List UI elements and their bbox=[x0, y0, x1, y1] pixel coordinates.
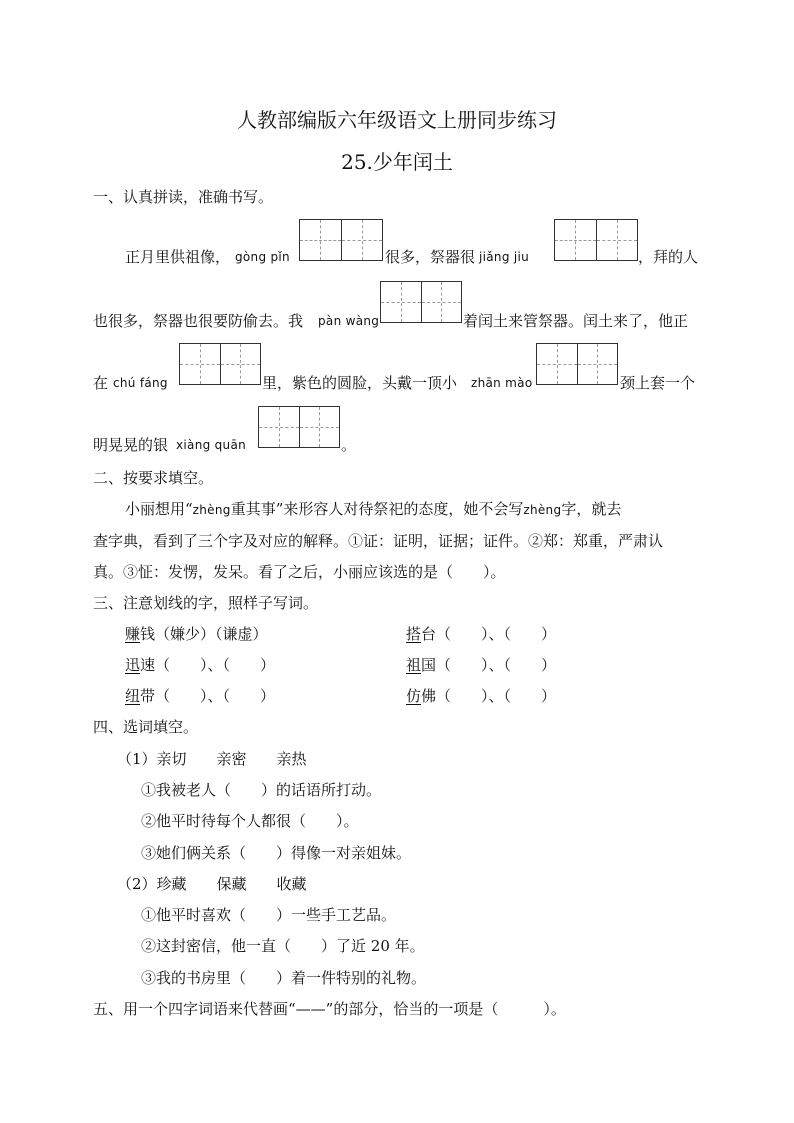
s2-p1-text-a: 小丽想用“ bbox=[125, 500, 193, 518]
s1-line1-text-a: 正月里供祖像， bbox=[125, 248, 231, 266]
pinyin-zheng-2: zhèng bbox=[523, 503, 562, 517]
section-3-heading: 三、注意划线的字，照样子写词。 bbox=[93, 594, 319, 612]
underlined-char: 搭 bbox=[406, 625, 422, 643]
word-item-rest: 佛（ ）、（ ） bbox=[421, 687, 557, 705]
word-item-rest: 带（ ）、（ ） bbox=[140, 687, 276, 705]
word-item-rest: 台（ ）、（ ） bbox=[421, 625, 557, 643]
word-item-rest: 速（ ）、（ ） bbox=[140, 656, 276, 674]
section-5-heading: 五、用一个四字词语来代替画“——”的部分，恰当的一项是（ ）。 bbox=[93, 1000, 566, 1018]
underlined-char: 纽 bbox=[125, 687, 141, 705]
section-1-heading: 一、认真拼读，准确书写。 bbox=[93, 188, 274, 206]
underlined-char: 祖 bbox=[406, 656, 422, 674]
s2-paragraph-line3: 真。③怔：发愣，发呆。看了之后，小丽应该选的是（ ）。 bbox=[93, 563, 506, 581]
writing-box-gong-pin[interactable] bbox=[299, 219, 383, 261]
lesson-title: 25.少年闰土 bbox=[341, 150, 453, 174]
s1-line3-text-b: 里，紫色的圆脸，头戴一顶小 bbox=[262, 374, 458, 392]
pinyin-zhan-mao: zhān mào bbox=[471, 376, 533, 390]
group-2-sentence-2: ②这封密信，他一直（ ）了近 20 年。 bbox=[141, 937, 425, 955]
writing-box-zhan-mao[interactable] bbox=[536, 343, 618, 385]
s1-line1-text-c: ，拜的人 bbox=[638, 248, 699, 266]
word-item-niu bbox=[125, 685, 275, 706]
s2-paragraph-line1 bbox=[125, 498, 621, 519]
s1-line3-text-a: 在 bbox=[93, 374, 109, 392]
word-item-rest: 国（ ）、（ ） bbox=[421, 656, 557, 674]
underlined-char: 迅 bbox=[125, 656, 141, 674]
s2-paragraph-line2: 查字典，看到了三个字及对应的解释。①证：证明，证据；证件。②郑：郑重，严肃认 bbox=[93, 532, 664, 550]
group-1-sentence-1: ①我被老人（ ）的话语所打动。 bbox=[141, 781, 382, 799]
underlined-char: 仿 bbox=[406, 687, 422, 705]
group-1-sentence-2: ②他平时待每个人都很（ ）。 bbox=[141, 812, 359, 830]
s1-line4-text-b: 。 bbox=[341, 436, 357, 454]
underlined-char: 赚 bbox=[125, 625, 141, 643]
writing-box-jiang-jiu[interactable] bbox=[554, 219, 638, 261]
group-1-sentence-3: ③她们俩关系（ ）得像一对亲姐妹。 bbox=[141, 844, 412, 862]
writing-box-chu-fang[interactable] bbox=[179, 343, 261, 385]
pinyin-zheng-1: zhèng bbox=[192, 503, 231, 517]
s2-p1-text-b: 重其事”来形容人对待祭祀的态度，她不会写 bbox=[230, 500, 524, 518]
word-item-xun bbox=[125, 654, 275, 675]
s1-line3-text-c: 颈上套一个 bbox=[620, 374, 696, 392]
s1-line4-text-a: 明晃晃的银 bbox=[93, 436, 169, 454]
pinyin-pan-wang: pàn wàng bbox=[318, 314, 380, 328]
s1-line1-text-b: 很多，祭器很 bbox=[385, 248, 476, 266]
writing-box-pan-wang[interactable] bbox=[380, 281, 462, 323]
word-item-rest: 钱（嫌少）（谦虚） bbox=[140, 625, 268, 643]
group-1-word-choices: （1）亲切 亲密 亲热 bbox=[117, 750, 307, 768]
s1-line2-text-a: 也很多，祭器也很要防偷去。我 bbox=[93, 312, 304, 330]
page-title: 人教部编版六年级语文上册同步练习 bbox=[237, 108, 557, 132]
group-2-sentence-1: ①他平时喜欢（ ）一些手工艺品。 bbox=[141, 906, 397, 924]
word-item-zu bbox=[406, 654, 556, 675]
group-2-word-choices: （2）珍藏 保藏 收藏 bbox=[117, 875, 307, 893]
word-item-zhuan bbox=[125, 623, 268, 644]
section-2-heading: 二、按要求填空。 bbox=[93, 469, 214, 487]
s1-line2-text-b: 着闰土来管祭器。闰土来了，他正 bbox=[463, 312, 689, 330]
pinyin-jiang-jiu: jiǎng jiu bbox=[479, 250, 530, 264]
writing-box-xiang-quan[interactable] bbox=[258, 406, 340, 448]
section-4-heading: 四、选词填空。 bbox=[93, 718, 199, 736]
group-2-sentence-3: ③我的书房里（ ）着一件特别的礼物。 bbox=[141, 969, 427, 987]
s2-p1-text-c: 字，就去 bbox=[561, 500, 622, 518]
word-item-fang bbox=[406, 685, 556, 706]
pinyin-xiang-quan: xiàng quān bbox=[176, 438, 247, 452]
word-item-da bbox=[406, 623, 556, 644]
pinyin-chu-fang: chú fáng bbox=[113, 376, 168, 390]
pinyin-gong-pin: gòng pǐn bbox=[235, 250, 290, 264]
